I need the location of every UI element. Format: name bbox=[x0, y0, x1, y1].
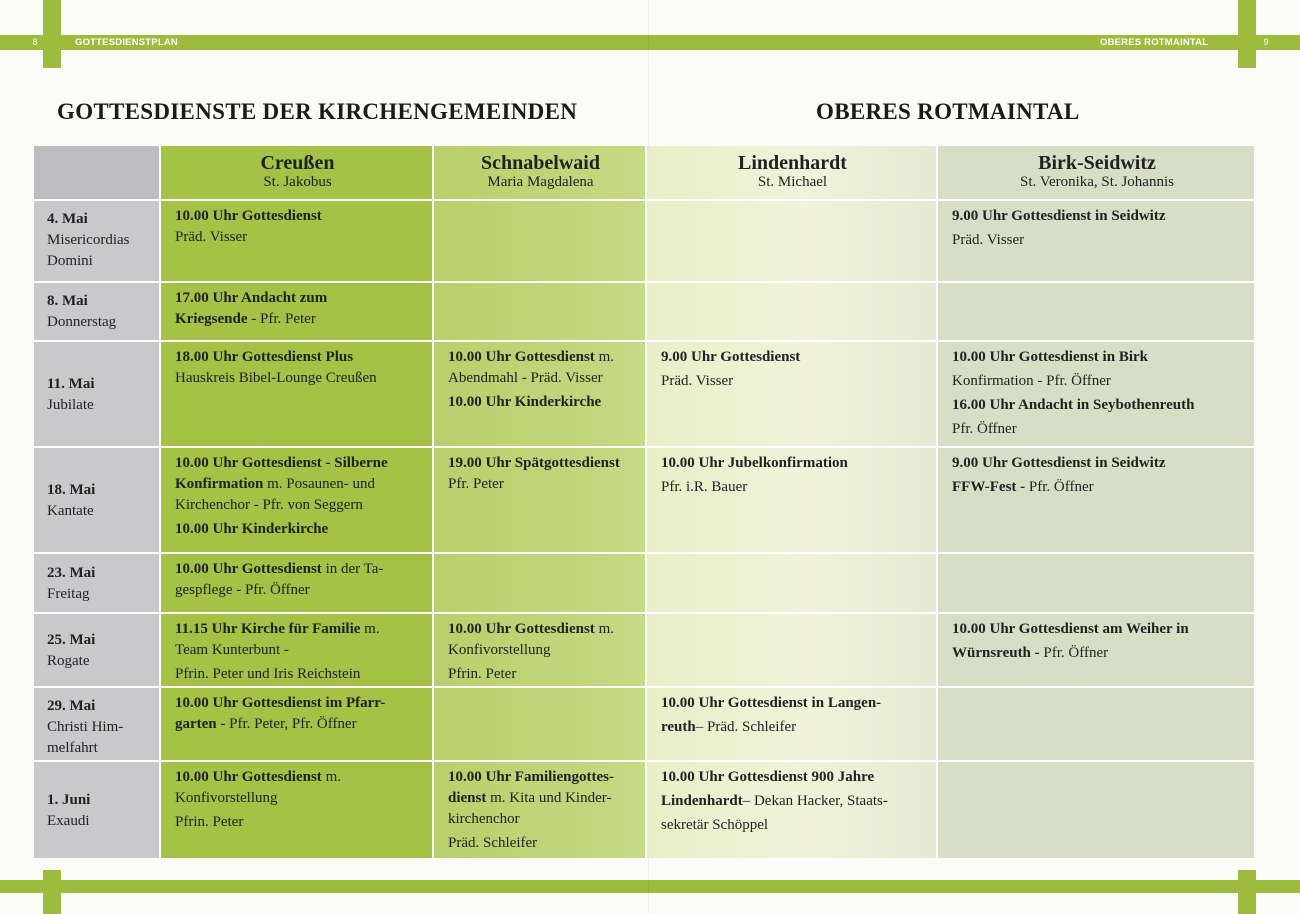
title-right: OBERES ROTMAINTAL bbox=[816, 99, 1080, 124]
service-detail: Hauskreis Bibel-Lounge Creußen bbox=[175, 370, 377, 386]
cell-creussen bbox=[161, 448, 434, 552]
service-detail: m. bbox=[360, 621, 380, 637]
service-line bbox=[952, 477, 1242, 498]
row-liturgical-day: Domini bbox=[47, 253, 93, 269]
cell-schnabelwaid bbox=[434, 554, 647, 612]
cell-birk-seidwitz bbox=[938, 614, 1254, 686]
service-detail: kirchenchor bbox=[448, 811, 520, 827]
service-line bbox=[661, 477, 924, 498]
cell-birk-seidwitz bbox=[938, 762, 1254, 858]
service-line bbox=[952, 347, 1242, 368]
service-time-title: Lindenhardt bbox=[661, 793, 743, 809]
row-liturgical-day: Kantate bbox=[47, 502, 94, 519]
service-detail: Team Kunterbunt - bbox=[175, 642, 289, 658]
header-corner bbox=[34, 146, 161, 199]
service-line bbox=[661, 767, 924, 788]
cell-creussen bbox=[161, 688, 434, 760]
service-line bbox=[661, 717, 924, 738]
row-liturgical-day: Christi Him- bbox=[47, 719, 124, 735]
service-detail: Konfirmation - Pfr. Öffner bbox=[952, 373, 1111, 389]
service-line bbox=[175, 664, 420, 685]
service-detail: Abendmahl - Präd. Visser bbox=[448, 370, 603, 386]
service-time-title: 16.00 Uhr Andacht in Seybothenreuth bbox=[952, 397, 1195, 413]
date-cell bbox=[34, 688, 161, 760]
service-line bbox=[175, 788, 420, 809]
cell-schnabelwaid bbox=[434, 762, 647, 858]
date-cell bbox=[34, 283, 161, 340]
service-line bbox=[175, 519, 420, 540]
service-line bbox=[952, 206, 1242, 227]
row-date: 4. Mai bbox=[47, 211, 88, 227]
service-detail: gespflege - Pfr. Öffner bbox=[175, 582, 310, 598]
service-time-title: 10.00 Uhr Gottesdienst im Pfarr- bbox=[175, 695, 386, 711]
cell-lindenhardt bbox=[647, 762, 938, 858]
row-liturgical-day: melfahrt bbox=[47, 740, 98, 756]
service-detail: m. bbox=[594, 621, 614, 637]
column-name: Schnabelwaid bbox=[481, 152, 600, 174]
service-line bbox=[661, 693, 924, 714]
service-line bbox=[448, 809, 633, 830]
cell-birk-seidwitz bbox=[938, 342, 1254, 446]
service-detail: m. bbox=[594, 349, 614, 365]
service-time-title: 10.00 Uhr Familiengottes- bbox=[448, 769, 614, 785]
service-line bbox=[661, 453, 924, 474]
service-line bbox=[175, 693, 420, 714]
service-line bbox=[448, 767, 633, 788]
cell-birk-seidwitz bbox=[938, 448, 1254, 552]
service-time-title: 10.00 Uhr Gottesdienst bbox=[175, 769, 322, 785]
service-line bbox=[952, 643, 1242, 664]
service-line bbox=[661, 371, 924, 392]
service-line bbox=[448, 664, 633, 685]
service-line bbox=[175, 559, 420, 580]
right-page-number: 9 bbox=[1263, 37, 1269, 47]
row-liturgical-day: Exaudi bbox=[47, 812, 90, 829]
service-detail: Pfr. Öffner bbox=[1025, 479, 1094, 495]
service-time-title: 10.00 Uhr Gottesdienst bbox=[448, 349, 595, 365]
cell-creussen bbox=[161, 342, 434, 446]
service-line bbox=[175, 474, 420, 495]
service-time-title: 9.00 Uhr Gottesdienst in Seidwitz bbox=[952, 455, 1166, 471]
service-detail: – Dekan Hacker, Staats- bbox=[742, 793, 888, 809]
service-detail: Konfivorstellung bbox=[175, 790, 278, 806]
service-time-title: garten bbox=[175, 716, 217, 732]
service-detail: Präd. Schleifer bbox=[448, 835, 538, 851]
row-date: 29. Mai bbox=[47, 698, 96, 714]
cell-schnabelwaid bbox=[434, 201, 647, 281]
header-schnabelwaid bbox=[434, 146, 647, 199]
service-line bbox=[952, 371, 1242, 392]
row-liturgical-day: Rogate bbox=[47, 652, 90, 669]
service-detail: Pfr. Öffner bbox=[952, 421, 1017, 437]
column-subtitle: Maria Magdalena bbox=[487, 174, 594, 190]
service-line bbox=[448, 392, 633, 413]
cell-schnabelwaid bbox=[434, 614, 647, 686]
service-time-title: 10.00 Uhr Gottesdienst - Silberne bbox=[175, 455, 388, 471]
service-line bbox=[175, 812, 420, 833]
service-time-title: dienst bbox=[448, 790, 487, 806]
service-line bbox=[175, 347, 420, 368]
cell-lindenhardt bbox=[647, 283, 938, 340]
cell-lindenhardt bbox=[647, 448, 938, 552]
header-birk-seidwitz bbox=[938, 146, 1254, 199]
service-schedule-table bbox=[34, 146, 1254, 858]
column-name: Birk-Seidwitz bbox=[1038, 152, 1156, 174]
service-line bbox=[175, 288, 420, 309]
service-time-title: 11.15 Uhr Kirche für Familie bbox=[175, 621, 361, 637]
service-detail: Konfivorstellung bbox=[448, 642, 551, 658]
service-line bbox=[448, 788, 633, 809]
cell-schnabelwaid bbox=[434, 342, 647, 446]
left-top-tab bbox=[43, 0, 61, 68]
service-line bbox=[952, 395, 1242, 416]
service-line bbox=[175, 767, 420, 788]
date-cell bbox=[34, 201, 161, 281]
service-line bbox=[175, 368, 420, 389]
service-detail: sekretär Schöppel bbox=[661, 817, 769, 833]
header-lindenhardt bbox=[647, 146, 938, 199]
right-top-tab bbox=[1238, 0, 1256, 68]
date-cell bbox=[34, 614, 161, 686]
service-detail: Pfrin. Peter und Iris Reichstein bbox=[175, 666, 361, 682]
cell-creussen bbox=[161, 283, 434, 340]
service-detail: m. Kita und Kinder- bbox=[486, 790, 612, 806]
row-date: 11. Mai bbox=[47, 375, 95, 392]
service-line bbox=[175, 495, 420, 516]
row-liturgical-day: Donnerstag bbox=[47, 314, 117, 330]
service-time-title: 17.00 Uhr Andacht zum bbox=[175, 290, 328, 306]
date-cell bbox=[34, 762, 161, 858]
service-line bbox=[661, 791, 924, 812]
cell-schnabelwaid bbox=[434, 688, 647, 760]
service-line bbox=[952, 419, 1242, 440]
table-row bbox=[34, 762, 1254, 858]
service-line bbox=[661, 347, 924, 368]
service-detail: Präd. Visser bbox=[661, 373, 734, 389]
date-cell bbox=[34, 342, 161, 446]
row-date: 18. Mai bbox=[47, 481, 96, 498]
service-time-title: 10.00 Uhr Gottesdienst in Langen- bbox=[661, 695, 882, 711]
row-date: 8. Mai bbox=[47, 293, 88, 309]
service-time-title: 10.00 Uhr Gottesdienst bbox=[175, 561, 322, 577]
service-line bbox=[175, 619, 420, 640]
service-detail: Pfrin. Peter bbox=[175, 814, 244, 830]
service-detail: Pfr. i.R. Bauer bbox=[661, 479, 748, 495]
table-row bbox=[34, 201, 1254, 283]
service-line bbox=[952, 619, 1242, 640]
service-time-title: 9.00 Uhr Gottesdienst in Seidwitz bbox=[952, 208, 1166, 224]
bottom-green-band bbox=[0, 880, 1300, 893]
cell-creussen bbox=[161, 614, 434, 686]
row-date: 1. Juni bbox=[47, 791, 91, 808]
service-time-title: 10.00 Uhr Gottesdienst am Weiher in bbox=[952, 621, 1189, 637]
left-running-head: GOTTESDIENSTPLAN bbox=[75, 37, 178, 48]
service-line bbox=[448, 833, 633, 854]
service-line bbox=[175, 453, 420, 474]
cell-schnabelwaid bbox=[434, 283, 647, 340]
header-creussen bbox=[161, 146, 434, 199]
cell-birk-seidwitz bbox=[938, 554, 1254, 612]
service-detail: - Pfr. Peter bbox=[247, 311, 316, 327]
row-liturgical-day: Jubilate bbox=[47, 396, 94, 413]
service-detail: Pfr. Öffner bbox=[1039, 645, 1109, 661]
service-line bbox=[952, 453, 1242, 474]
cell-lindenhardt bbox=[647, 201, 938, 281]
table-row bbox=[34, 614, 1254, 688]
service-time-title: 18.00 Uhr Gottesdienst Plus bbox=[175, 349, 354, 365]
service-time-title: FFW-Fest - bbox=[952, 479, 1026, 495]
service-line bbox=[448, 347, 633, 368]
row-date: 23. Mai bbox=[47, 564, 96, 581]
service-line bbox=[448, 619, 633, 640]
row-liturgical-day: Freitag bbox=[47, 585, 90, 602]
cell-creussen bbox=[161, 762, 434, 858]
column-subtitle: St. Michael bbox=[757, 174, 828, 190]
right-running-head: OBERES ROTMAINTAL bbox=[1100, 37, 1209, 48]
table-row bbox=[34, 554, 1254, 614]
service-line bbox=[175, 714, 420, 735]
cell-lindenhardt bbox=[647, 342, 938, 446]
date-cell bbox=[34, 448, 161, 552]
service-time-title: 10.00 Uhr Kinderkirche bbox=[448, 394, 602, 410]
cell-birk-seidwitz bbox=[938, 688, 1254, 760]
cell-birk-seidwitz bbox=[938, 283, 1254, 340]
service-detail: m. bbox=[321, 769, 341, 785]
service-detail: Präd. Visser bbox=[952, 232, 1025, 248]
service-detail: Präd. Visser bbox=[175, 229, 248, 245]
service-line bbox=[175, 309, 420, 330]
table-row bbox=[34, 342, 1254, 448]
cell-creussen bbox=[161, 554, 434, 612]
left-bottom-tab bbox=[43, 870, 61, 914]
row-date: 25. Mai bbox=[47, 631, 96, 648]
service-line bbox=[175, 227, 420, 248]
service-line bbox=[448, 368, 633, 389]
service-detail: in der Ta- bbox=[321, 561, 384, 577]
service-time-title: reuth bbox=[661, 719, 696, 735]
cell-lindenhardt bbox=[647, 614, 938, 686]
right-bottom-tab bbox=[1238, 870, 1256, 914]
service-line bbox=[952, 230, 1242, 251]
service-time-title: 10.00 Uhr Gottesdienst 900 Jahre bbox=[661, 769, 875, 785]
service-time-title: Konfirmation bbox=[175, 476, 264, 492]
service-line bbox=[448, 640, 633, 661]
cell-lindenhardt bbox=[647, 688, 938, 760]
table-row bbox=[34, 448, 1254, 554]
service-detail: Kirchenchor - Pfr. von Seggern bbox=[175, 497, 363, 513]
column-name: Lindenhardt bbox=[738, 152, 847, 174]
cell-creussen bbox=[161, 201, 434, 281]
service-detail: Pfrin. Peter bbox=[448, 666, 517, 682]
cell-schnabelwaid bbox=[434, 448, 647, 552]
service-line bbox=[448, 474, 633, 495]
service-time-title: 10.00 Uhr Kinderkirche bbox=[175, 521, 329, 537]
service-line bbox=[175, 640, 420, 661]
table-row bbox=[34, 688, 1254, 762]
service-detail: m. Posaunen- und bbox=[263, 476, 376, 492]
service-detail: – Präd. Schleifer bbox=[695, 719, 797, 735]
date-cell bbox=[34, 554, 161, 612]
service-detail: - Pfr. Peter, Pfr. Öffner bbox=[216, 716, 357, 732]
column-name: Creußen bbox=[260, 152, 335, 174]
service-time-title: 9.00 Uhr Gottesdienst bbox=[661, 349, 801, 365]
service-time-title: Würnsreuth - bbox=[952, 645, 1040, 661]
service-line bbox=[448, 453, 633, 474]
column-subtitle: St. Jakobus bbox=[263, 174, 332, 190]
cell-lindenhardt bbox=[647, 554, 938, 612]
service-time-title: 19.00 Uhr Spätgottesdienst bbox=[448, 455, 620, 471]
service-line bbox=[175, 206, 420, 227]
column-subtitle: St. Veronika, St. Johannis bbox=[1020, 174, 1174, 190]
row-liturgical-day: Misericordias bbox=[47, 232, 130, 248]
service-time-title: Kriegsende bbox=[175, 311, 248, 327]
title-left: GOTTESDIENSTE DER KIRCHENGEMEINDEN bbox=[57, 99, 578, 124]
table-header-row bbox=[34, 146, 1254, 201]
service-time-title: 10.00 Uhr Gottesdienst bbox=[448, 621, 595, 637]
service-time-title: 10.00 Uhr Jubelkonfirmation bbox=[661, 455, 848, 471]
service-line bbox=[661, 815, 924, 836]
cell-birk-seidwitz bbox=[938, 201, 1254, 281]
left-page-number: 8 bbox=[32, 37, 38, 47]
service-time-title: 10.00 Uhr Gottesdienst bbox=[175, 208, 322, 224]
table-row bbox=[34, 283, 1254, 342]
service-time-title: 10.00 Uhr Gottesdienst in Birk bbox=[952, 349, 1148, 365]
service-detail: Pfr. Peter bbox=[448, 476, 504, 492]
service-line bbox=[175, 580, 420, 601]
